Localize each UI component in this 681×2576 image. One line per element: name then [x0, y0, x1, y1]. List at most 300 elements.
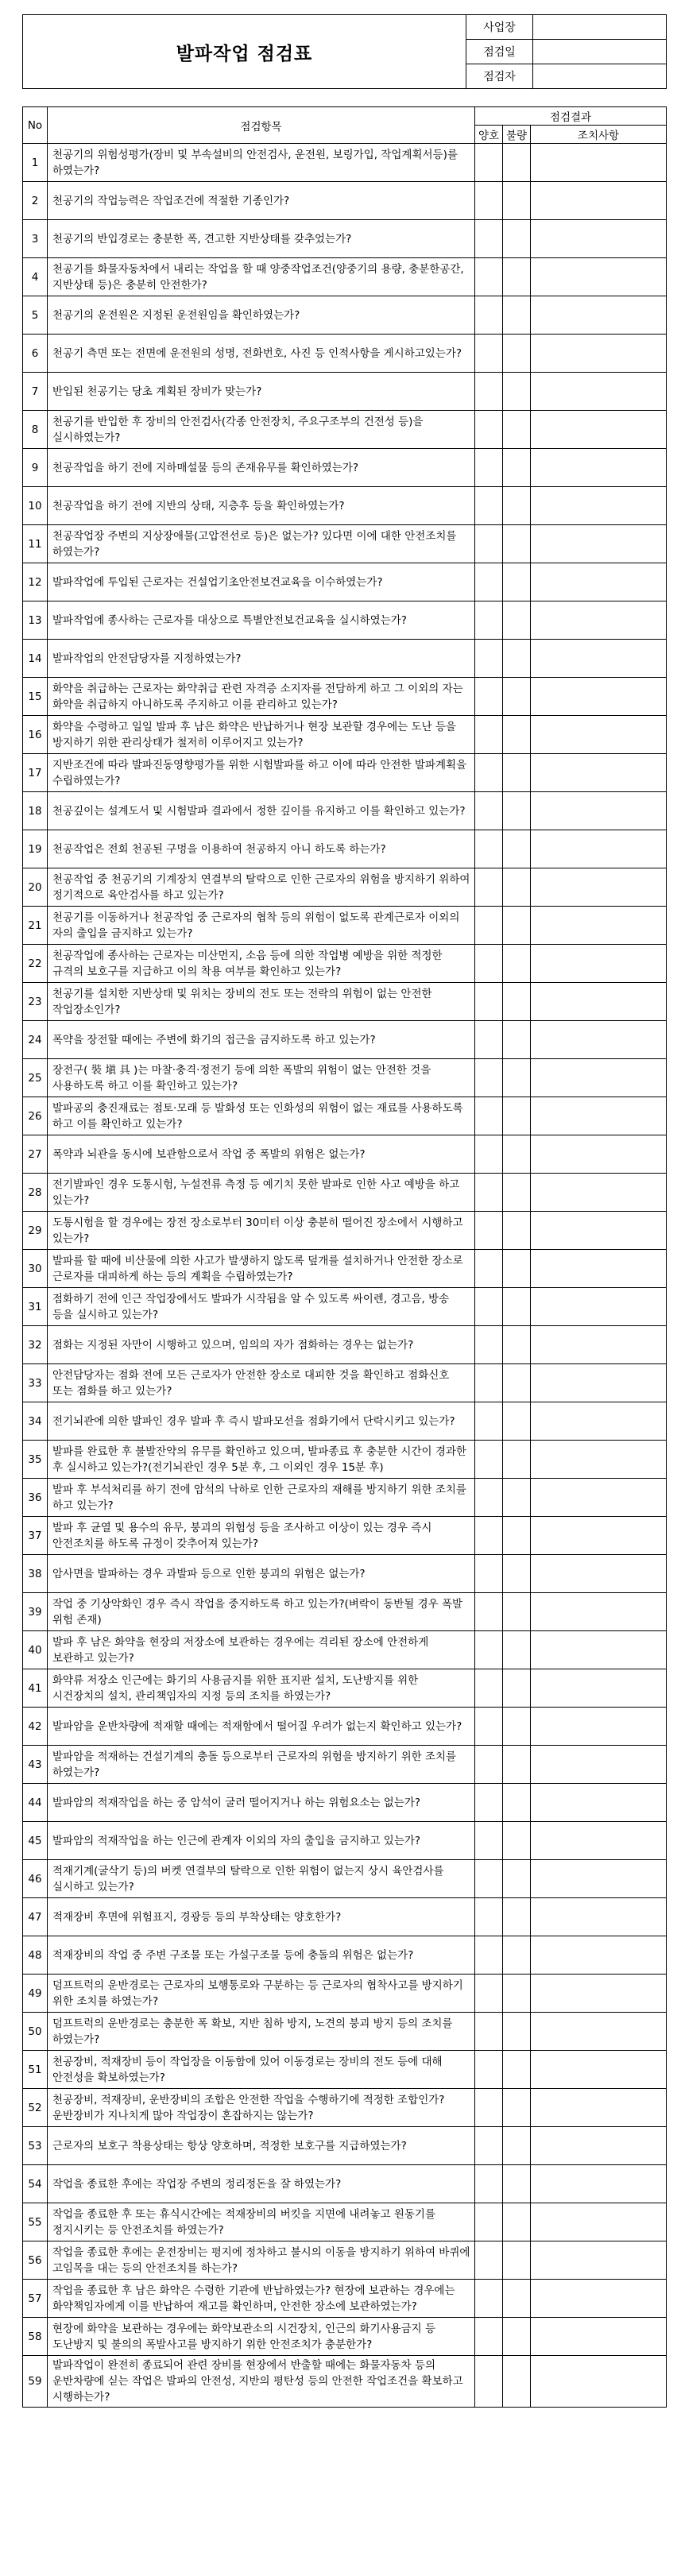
action-note-cell[interactable] — [531, 296, 667, 335]
action-note-cell[interactable] — [531, 1669, 667, 1708]
good-check-cell[interactable] — [475, 411, 503, 449]
item-text: 천공기의 위험성평가(장비 및 부속설비의 안전검사, 운전원, 보링가입, 작업계획서등)를 하였는가? — [48, 144, 475, 182]
good-check-cell[interactable] — [475, 296, 503, 335]
item-number: 18 — [23, 792, 48, 830]
good-check-cell[interactable] — [475, 830, 503, 868]
bad-check-cell[interactable] — [503, 2013, 531, 2051]
good-check-cell[interactable] — [475, 640, 503, 678]
item-number: 57 — [23, 2280, 48, 2318]
action-note-cell[interactable] — [531, 2089, 667, 2127]
bad-check-cell[interactable] — [503, 220, 531, 258]
action-note-cell[interactable] — [531, 1631, 667, 1669]
action-note-cell[interactable] — [531, 716, 667, 754]
item-number: 40 — [23, 1631, 48, 1669]
item-number: 37 — [23, 1517, 48, 1555]
good-check-cell[interactable] — [475, 2356, 503, 2408]
bad-check-cell[interactable] — [503, 1059, 531, 1097]
action-note-cell[interactable] — [531, 1021, 667, 1059]
good-check-cell[interactable] — [475, 449, 503, 487]
bad-check-cell[interactable] — [503, 144, 531, 182]
action-note-cell[interactable] — [531, 1822, 667, 1860]
good-check-cell[interactable] — [475, 1364, 503, 1402]
item-number: 25 — [23, 1059, 48, 1097]
good-check-cell[interactable] — [475, 1021, 503, 1059]
header-value-site[interactable] — [533, 15, 667, 40]
action-note-cell[interactable] — [531, 2241, 667, 2280]
item-number: 35 — [23, 1441, 48, 1479]
item-text: 발파공의 충진재료는 점토·모래 등 발화성 또는 인화성의 위험이 없는 재료를 사용하도록 하고 이를 확인하고 있는가? — [48, 1097, 475, 1135]
bad-check-cell[interactable] — [503, 563, 531, 601]
header-table — [22, 14, 667, 89]
action-note-cell[interactable] — [531, 373, 667, 411]
header-label-site: 사업장 — [466, 15, 533, 40]
action-note-cell[interactable] — [531, 1059, 667, 1097]
good-check-cell[interactable] — [475, 1174, 503, 1212]
item-number: 41 — [23, 1669, 48, 1708]
bad-check-cell[interactable] — [503, 1898, 531, 1936]
action-note-cell[interactable] — [531, 1402, 667, 1441]
table-row — [23, 373, 667, 411]
good-check-cell[interactable] — [475, 1593, 503, 1631]
item-text: 천공기의 작업능력은 작업조건에 적절한 기종인가? — [48, 182, 475, 220]
good-check-cell[interactable] — [475, 716, 503, 754]
action-note-cell[interactable] — [531, 2318, 667, 2356]
table-row — [23, 678, 667, 716]
bad-check-cell[interactable] — [503, 1631, 531, 1669]
col-header-action: 조치사항 — [531, 126, 667, 144]
bad-check-cell[interactable] — [503, 1975, 531, 2013]
item-number: 58 — [23, 2318, 48, 2356]
bad-check-cell[interactable] — [503, 258, 531, 296]
bad-check-cell[interactable] — [503, 1364, 531, 1402]
bad-check-cell[interactable] — [503, 754, 531, 792]
action-note-cell[interactable] — [531, 983, 667, 1021]
item-text: 덤프트럭의 운반경로는 충분한 폭 확보, 지반 침하 방지, 노견의 붕괴 방지 등의 조치를 하였는가? — [48, 2013, 475, 2051]
item-number: 9 — [23, 449, 48, 487]
good-check-cell[interactable] — [475, 1631, 503, 1669]
bad-check-cell[interactable] — [503, 2356, 531, 2408]
bad-check-cell[interactable] — [503, 640, 531, 678]
action-note-cell[interactable] — [531, 792, 667, 830]
table-row — [23, 1975, 667, 2013]
good-check-cell[interactable] — [475, 601, 503, 640]
bad-check-cell[interactable] — [503, 373, 531, 411]
item-text: 현장에 화약을 보관하는 경우에는 화약보관소의 시건장치, 인근의 화기사용금지 등 도난방지 및 불의의 폭발사고를 방지하기 위한 안전조치가 충분한가? — [48, 2318, 475, 2356]
good-check-cell[interactable] — [475, 2165, 503, 2203]
table-row — [23, 1822, 667, 1860]
table-row — [23, 601, 667, 640]
table-row — [23, 792, 667, 830]
good-check-cell[interactable] — [475, 1669, 503, 1708]
bad-check-cell[interactable] — [503, 2280, 531, 2318]
item-number: 23 — [23, 983, 48, 1021]
item-text: 점화하기 전에 인근 작업장에서도 발파가 시작됨을 알 수 있도록 싸이렌, 경고음, 방송 등을 실시하고 있는가? — [48, 1288, 475, 1326]
item-number: 53 — [23, 2127, 48, 2165]
good-check-cell[interactable] — [475, 1936, 503, 1975]
item-text: 발파암의 적재작업을 하는 중 암석이 굴러 떨어지거나 하는 위험요소는 없는가? — [48, 1784, 475, 1822]
action-note-cell[interactable] — [531, 2280, 667, 2318]
item-text: 발파작업의 안전담당자를 지정하였는가? — [48, 640, 475, 678]
item-number: 16 — [23, 716, 48, 754]
table-row — [23, 2127, 667, 2165]
good-check-cell[interactable] — [475, 373, 503, 411]
action-note-cell[interactable] — [531, 1212, 667, 1250]
item-text: 점화는 지정된 자만이 시행하고 있으며, 임의의 자가 점화하는 경우는 없는가? — [48, 1326, 475, 1364]
good-check-cell[interactable] — [475, 2013, 503, 2051]
good-check-cell[interactable] — [475, 1517, 503, 1555]
item-text: 천공기를 설치한 지반상태 및 위치는 장비의 전도 또는 전락의 위험이 없는 안전한 작업장소인가? — [48, 983, 475, 1021]
bad-check-cell[interactable] — [503, 487, 531, 525]
table-row — [23, 1288, 667, 1326]
bad-check-cell[interactable] — [503, 1250, 531, 1288]
good-check-cell[interactable] — [475, 1135, 503, 1174]
table-row — [23, 525, 667, 563]
good-check-cell[interactable] — [475, 144, 503, 182]
bad-check-cell[interactable] — [503, 1517, 531, 1555]
bad-check-cell[interactable] — [503, 1555, 531, 1593]
action-note-cell[interactable] — [531, 2165, 667, 2203]
bad-check-cell[interactable] — [503, 1402, 531, 1441]
bad-check-cell[interactable] — [503, 1174, 531, 1212]
item-number: 49 — [23, 1975, 48, 2013]
bad-check-cell[interactable] — [503, 2203, 531, 2241]
action-note-cell[interactable] — [531, 1936, 667, 1975]
item-number: 59 — [23, 2356, 48, 2408]
good-check-cell[interactable] — [475, 2241, 503, 2280]
bad-check-cell[interactable] — [503, 1135, 531, 1174]
bad-check-cell[interactable] — [503, 182, 531, 220]
table-row — [23, 449, 667, 487]
item-text: 천공기를 이동하거나 천공작업 중 근로자의 협착 등의 위험이 없도록 관계근로자 이외의 자의 출입을 금지하고 있는가? — [48, 907, 475, 945]
table-row — [23, 2356, 667, 2408]
action-note-cell[interactable] — [531, 601, 667, 640]
bad-check-cell[interactable] — [503, 1326, 531, 1364]
good-check-cell[interactable] — [475, 2089, 503, 2127]
bad-check-cell[interactable] — [503, 525, 531, 563]
action-note-cell[interactable] — [531, 182, 667, 220]
action-note-cell[interactable] — [531, 411, 667, 449]
good-check-cell[interactable] — [475, 1441, 503, 1479]
table-row — [23, 1936, 667, 1975]
good-check-cell[interactable] — [475, 983, 503, 1021]
item-text: 반입된 천공기는 당초 계획된 장비가 맞는가? — [48, 373, 475, 411]
table-row — [23, 144, 667, 182]
table-row — [23, 2165, 667, 2203]
good-check-cell[interactable] — [475, 220, 503, 258]
item-text: 천공기를 반입한 후 장비의 안전검사(각종 안전장치, 주요구조부의 건전성 등)을 실시하였는가? — [48, 411, 475, 449]
item-text: 전기뇌관에 의한 발파인 경우 발파 후 즉시 발파모선을 점화기에서 단락시키고 있는가? — [48, 1402, 475, 1441]
bad-check-cell[interactable] — [503, 2165, 531, 2203]
item-number: 54 — [23, 2165, 48, 2203]
item-number: 34 — [23, 1402, 48, 1441]
action-note-cell[interactable] — [531, 1555, 667, 1593]
action-note-cell[interactable] — [531, 1097, 667, 1135]
bad-check-cell[interactable] — [503, 1822, 531, 1860]
item-text: 발파 후 균열 및 용수의 유무, 붕괴의 위험성 등을 조사하고 이상이 있는 경우 즉시 안전조치를 하도록 규정이 갖추어져 있는가? — [48, 1517, 475, 1555]
item-number: 36 — [23, 1479, 48, 1517]
item-text: 화약을 수령하고 일일 발파 후 남은 화약은 반납하거나 현장 보관할 경우에는 도난 등을 방지하기 위한 관리상태가 철저히 이루어지고 있는가? — [48, 716, 475, 754]
item-number: 46 — [23, 1860, 48, 1898]
bad-check-cell[interactable] — [503, 2051, 531, 2089]
action-note-cell[interactable] — [531, 1975, 667, 2013]
action-note-cell[interactable] — [531, 1517, 667, 1555]
action-note-cell[interactable] — [531, 678, 667, 716]
action-note-cell[interactable] — [531, 1326, 667, 1364]
item-text: 발파 후 부석처리를 하기 전에 암석의 낙하로 인한 근로자의 재해를 방지하기 위한 조치를 하고 있는가? — [48, 1479, 475, 1517]
good-check-cell[interactable] — [475, 563, 503, 601]
item-text: 근로자의 보호구 착용상태는 항상 양호하며, 적정한 보호구를 지급하였는가? — [48, 2127, 475, 2165]
action-note-cell[interactable] — [531, 1288, 667, 1326]
bad-check-cell[interactable] — [503, 1021, 531, 1059]
item-text: 작업을 종료한 후에는 작업장 주변의 정리정돈을 잘 하였는가? — [48, 2165, 475, 2203]
item-number: 11 — [23, 525, 48, 563]
good-check-cell[interactable] — [475, 258, 503, 296]
good-check-cell[interactable] — [475, 525, 503, 563]
item-text: 적재기계(굴삭기 등)의 버켓 연결부의 탈락으로 인한 위험이 없는지 상시 육안검사를 실시하고 있는가? — [48, 1860, 475, 1898]
action-note-cell[interactable] — [531, 563, 667, 601]
item-number: 29 — [23, 1212, 48, 1250]
bad-check-cell[interactable] — [503, 411, 531, 449]
item-number: 13 — [23, 601, 48, 640]
good-check-cell[interactable] — [475, 182, 503, 220]
action-note-cell[interactable] — [531, 2051, 667, 2089]
table-row — [23, 830, 667, 868]
good-check-cell[interactable] — [475, 1708, 503, 1746]
good-check-cell[interactable] — [475, 1212, 503, 1250]
item-number: 14 — [23, 640, 48, 678]
header-value-date[interactable] — [533, 40, 667, 64]
item-number: 30 — [23, 1250, 48, 1288]
good-check-cell[interactable] — [475, 1975, 503, 2013]
bad-check-cell[interactable] — [503, 1479, 531, 1517]
action-note-cell[interactable] — [531, 945, 667, 983]
good-check-cell[interactable] — [475, 907, 503, 945]
good-check-cell[interactable] — [475, 1250, 503, 1288]
item-number: 33 — [23, 1364, 48, 1402]
good-check-cell[interactable] — [475, 1402, 503, 1441]
bad-check-cell[interactable] — [503, 296, 531, 335]
bad-check-cell[interactable] — [503, 1593, 531, 1631]
action-note-cell[interactable] — [531, 1784, 667, 1822]
table-row — [23, 1364, 667, 1402]
action-note-cell[interactable] — [531, 525, 667, 563]
good-check-cell[interactable] — [475, 945, 503, 983]
bad-check-cell[interactable] — [503, 1708, 531, 1746]
action-note-cell[interactable] — [531, 1174, 667, 1212]
good-check-cell[interactable] — [475, 2203, 503, 2241]
bad-check-cell[interactable] — [503, 1288, 531, 1326]
good-check-cell[interactable] — [475, 792, 503, 830]
table-row — [23, 1669, 667, 1708]
action-note-cell[interactable] — [531, 335, 667, 373]
good-check-cell[interactable] — [475, 1097, 503, 1135]
item-number: 32 — [23, 1326, 48, 1364]
col-header-bad: 불량 — [503, 126, 531, 144]
good-check-cell[interactable] — [475, 868, 503, 907]
table-row — [23, 2013, 667, 2051]
good-check-cell[interactable] — [475, 1288, 503, 1326]
table-row — [23, 1555, 667, 1593]
good-check-cell[interactable] — [475, 1898, 503, 1936]
table-row — [23, 1746, 667, 1784]
table-row — [23, 1898, 667, 1936]
bad-check-cell[interactable] — [503, 1746, 531, 1784]
table-row — [23, 1059, 667, 1097]
item-text: 폭약과 뇌관을 동시에 보관함으로서 작업 중 폭발의 위험은 없는가? — [48, 1135, 475, 1174]
item-text: 적재장비의 작업 중 주변 구조물 또는 가설구조물 등에 충돌의 위험은 없는가? — [48, 1936, 475, 1975]
col-header-result: 점검결과 — [475, 107, 667, 126]
table-row — [23, 258, 667, 296]
action-note-cell[interactable] — [531, 2013, 667, 2051]
bad-check-cell[interactable] — [503, 601, 531, 640]
table-row — [23, 1631, 667, 1669]
action-note-cell[interactable] — [531, 1135, 667, 1174]
bad-check-cell[interactable] — [503, 335, 531, 373]
table-row — [23, 563, 667, 601]
action-note-cell[interactable] — [531, 1479, 667, 1517]
item-number: 12 — [23, 563, 48, 601]
bad-check-cell[interactable] — [503, 1097, 531, 1135]
item-number: 24 — [23, 1021, 48, 1059]
bad-check-cell[interactable] — [503, 1936, 531, 1975]
bad-check-cell[interactable] — [503, 983, 531, 1021]
good-check-cell[interactable] — [475, 1784, 503, 1822]
good-check-cell[interactable] — [475, 2127, 503, 2165]
item-text: 발파를 할 때에 비산물에 의한 사고가 발생하지 않도록 덮개를 설치하거나 안전한 장소로 근로자를 대피하게 하는 등의 계획을 수립하였는가? — [48, 1250, 475, 1288]
bad-check-cell[interactable] — [503, 1441, 531, 1479]
action-note-cell[interactable] — [531, 2356, 667, 2408]
bad-check-cell[interactable] — [503, 945, 531, 983]
action-note-cell[interactable] — [531, 487, 667, 525]
action-note-cell[interactable] — [531, 220, 667, 258]
item-text: 전기발파인 경우 도통시험, 누설전류 측정 등 예기치 못한 발파로 인한 사고 예방을 하고 있는가? — [48, 1174, 475, 1212]
header-value-inspector[interactable] — [533, 64, 667, 89]
bad-check-cell[interactable] — [503, 2089, 531, 2127]
bad-check-cell[interactable] — [503, 792, 531, 830]
bad-check-cell[interactable] — [503, 1784, 531, 1822]
header-label-inspector: 점검자 — [466, 64, 533, 89]
item-number: 1 — [23, 144, 48, 182]
item-text: 발파암을 적재하는 건설기계의 충돌 등으로부터 근로자의 위험을 방지하기 위한 조치를 하였는가? — [48, 1746, 475, 1784]
item-text: 천공기의 반입경로는 충분한 폭, 견고한 지반상태를 갖추었는가? — [48, 220, 475, 258]
action-note-cell[interactable] — [531, 1708, 667, 1746]
item-number: 42 — [23, 1708, 48, 1746]
table-row — [23, 1402, 667, 1441]
item-number: 4 — [23, 258, 48, 296]
item-text: 발파암을 운반차량에 적재할 때에는 적재함에서 떨어질 우려가 없는지 확인하고 있는가? — [48, 1708, 475, 1746]
item-number: 5 — [23, 296, 48, 335]
item-text: 천공기의 운전원은 지정된 운전원임을 확인하였는가? — [48, 296, 475, 335]
item-text: 천공작업을 하기 전에 지반의 상태, 지층후 등을 확인하였는가? — [48, 487, 475, 525]
good-check-cell[interactable] — [475, 1822, 503, 1860]
table-row — [23, 868, 667, 907]
bad-check-cell[interactable] — [503, 2318, 531, 2356]
bad-check-cell[interactable] — [503, 1669, 531, 1708]
good-check-cell[interactable] — [475, 2280, 503, 2318]
bad-check-cell[interactable] — [503, 449, 531, 487]
action-note-cell[interactable] — [531, 1898, 667, 1936]
item-text: 발파암의 적재작업을 하는 인근에 관계자 이외의 자의 출입을 금지하고 있는가? — [48, 1822, 475, 1860]
item-number: 43 — [23, 1746, 48, 1784]
table-row — [23, 754, 667, 792]
col-header-good: 양호 — [475, 126, 503, 144]
bad-check-cell[interactable] — [503, 678, 531, 716]
item-number: 50 — [23, 2013, 48, 2051]
good-check-cell[interactable] — [475, 335, 503, 373]
good-check-cell[interactable] — [475, 1326, 503, 1364]
action-note-cell[interactable] — [531, 830, 667, 868]
col-header-no: No — [23, 107, 48, 144]
bad-check-cell[interactable] — [503, 1212, 531, 1250]
item-number: 39 — [23, 1593, 48, 1631]
bad-check-cell[interactable] — [503, 1860, 531, 1898]
item-text: 지반조건에 따라 발파진동영향평가를 위한 시험발파를 하고 이에 따라 안전한 발파계획을 수립하였는가? — [48, 754, 475, 792]
bad-check-cell[interactable] — [503, 907, 531, 945]
action-note-cell[interactable] — [531, 2203, 667, 2241]
item-text: 장전구( 裝 塡 具 )는 마찰·충격·정전기 등에 의한 폭발의 위험이 없는 안전한 것을 사용하도록 하고 이를 확인하고 있는가? — [48, 1059, 475, 1097]
action-note-cell[interactable] — [531, 1593, 667, 1631]
good-check-cell[interactable] — [475, 1059, 503, 1097]
good-check-cell[interactable] — [475, 487, 503, 525]
item-text: 화약류 저장소 인근에는 화기의 사용금지를 위한 표지판 설치, 도난방지를 위한 시건장치의 설치, 관리책임자의 지정 등의 조치를 하였는가? — [48, 1669, 475, 1708]
good-check-cell[interactable] — [475, 754, 503, 792]
action-note-cell[interactable] — [531, 907, 667, 945]
action-note-cell[interactable] — [531, 1860, 667, 1898]
good-check-cell[interactable] — [475, 1860, 503, 1898]
action-note-cell[interactable] — [531, 144, 667, 182]
item-number: 45 — [23, 1822, 48, 1860]
col-header-item: 점검항목 — [48, 107, 475, 144]
item-number: 44 — [23, 1784, 48, 1822]
table-row — [23, 1250, 667, 1288]
action-note-cell[interactable] — [531, 1746, 667, 1784]
action-note-cell[interactable] — [531, 640, 667, 678]
item-text: 천공장비, 적재장비 등이 작업장을 이동함에 있어 이동경로는 장비의 전도 등에 대해 안전성을 확보하였는가? — [48, 2051, 475, 2089]
table-row — [23, 640, 667, 678]
table-row — [23, 2051, 667, 2089]
action-note-cell[interactable] — [531, 754, 667, 792]
table-row — [23, 1097, 667, 1135]
item-number: 15 — [23, 678, 48, 716]
table-row — [23, 296, 667, 335]
good-check-cell[interactable] — [475, 2051, 503, 2089]
bad-check-cell[interactable] — [503, 2241, 531, 2280]
good-check-cell[interactable] — [475, 1555, 503, 1593]
action-note-cell[interactable] — [531, 1250, 667, 1288]
action-note-cell[interactable] — [531, 1364, 667, 1402]
bad-check-cell[interactable] — [503, 868, 531, 907]
bad-check-cell[interactable] — [503, 2127, 531, 2165]
bad-check-cell[interactable] — [503, 830, 531, 868]
item-text: 안전담당자는 점화 전에 모든 근로자가 안전한 장소로 대피한 것을 확인하고 점화신호 또는 점화를 하고 있는가? — [48, 1364, 475, 1402]
action-note-cell[interactable] — [531, 2127, 667, 2165]
action-note-cell[interactable] — [531, 868, 667, 907]
action-note-cell[interactable] — [531, 1441, 667, 1479]
table-row — [23, 1593, 667, 1631]
good-check-cell[interactable] — [475, 2318, 503, 2356]
good-check-cell[interactable] — [475, 678, 503, 716]
action-note-cell[interactable] — [531, 449, 667, 487]
good-check-cell[interactable] — [475, 1746, 503, 1784]
good-check-cell[interactable] — [475, 1479, 503, 1517]
action-note-cell[interactable] — [531, 258, 667, 296]
item-text: 발파작업에 종사하는 근로자를 대상으로 특별안전보건교육을 실시하였는가? — [48, 601, 475, 640]
item-number: 55 — [23, 2203, 48, 2241]
item-text: 천공기 측면 또는 전면에 운전원의 성명, 전화번호, 사진 등 인적사항을 게시하고있는가? — [48, 335, 475, 373]
table-row — [23, 2089, 667, 2127]
item-text: 작업을 종료한 후 남은 화약은 수령한 기관에 반납하였는가? 현장에 보관하는 경우에는 화약책임자에게 이를 반납하여 재고를 확인하며, 안전한 장소에 보관하였는가? — [48, 2280, 475, 2318]
bad-check-cell[interactable] — [503, 716, 531, 754]
